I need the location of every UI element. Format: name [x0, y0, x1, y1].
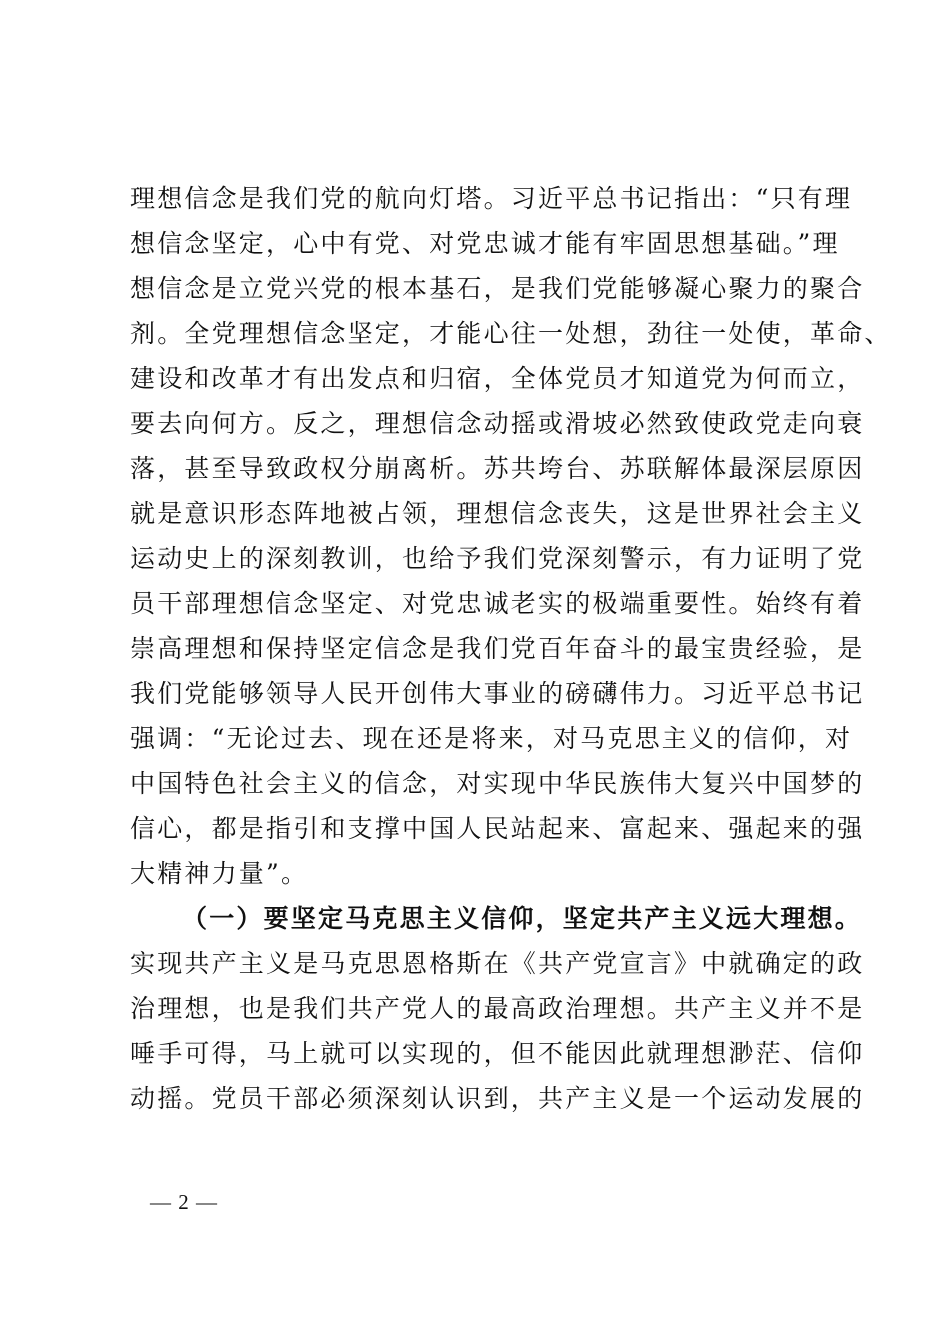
paragraph-line: 实现共产主义是马克思恩格斯在《共产党宣言》中就确定的政 [130, 949, 865, 978]
paragraph-line: 信心，都是指引和支撑中国人民站起来、富起来、强起来的强 [130, 814, 865, 843]
paragraph-line: 大精神力量”。 [130, 859, 309, 888]
section-heading: （一）要坚定马克思主义信仰，坚定共产主义远大理想。 [182, 904, 863, 933]
paragraph-line: 建设和改革才有出发点和归宿，全体党员才知道党为何而立， [130, 364, 865, 393]
paragraph-line: 要去向何方。反之，理想信念动摇或滑坡必然致使政党走向衰 [130, 409, 865, 438]
paragraph-line: 落，甚至导致政权分崩离析。苏共垮台、苏联解体最深层原因 [130, 454, 865, 483]
paragraph-line: 治理想，也是我们共产党人的最高政治理想。共产主义并不是 [130, 994, 865, 1023]
paragraph-line: 剂。全党理想信念坚定，才能心往一处想，劲往一处使，革命、 [130, 319, 892, 348]
paragraph-line: 我们党能够领导人民开创伟大事业的磅礴伟力。习近平总书记 [130, 679, 865, 708]
paragraph-line: 动摇。党员干部必须深刻认识到，共产主义是一个运动发展的 [130, 1084, 865, 1113]
paragraph-line: 崇高理想和保持坚定信念是我们党百年奋斗的最宝贵经验，是 [130, 634, 865, 663]
paragraph-line: 运动史上的深刻教训，也给予我们党深刻警示，有力证明了党 [130, 544, 865, 573]
paragraph-line: 中国特色社会主义的信念，对实现中华民族伟大复兴中国梦的 [130, 769, 865, 798]
paragraph-line: 就是意识形态阵地被占领，理想信念丧失，这是世界社会主义 [130, 499, 865, 528]
paragraph-line: 想信念坚定，心中有党、对党忠诚才能有牢固思想基础。”理 [130, 229, 840, 258]
paragraph-line: 想信念是立党兴党的根本基石，是我们党能够凝心聚力的聚合 [130, 274, 865, 303]
paragraph-line: 强调：“无论过去、现在还是将来，对马克思主义的信仰，对 [130, 724, 853, 753]
body-text [130, 176, 892, 1121]
paragraph-line: 理想信念是我们党的航向灯塔。习近平总书记指出：“只有理 [130, 184, 853, 213]
paragraph-line: 员干部理想信念坚定、对党忠诚老实的极端重要性。始终有着 [130, 589, 865, 618]
page-number: — 2 — [150, 1190, 218, 1214]
paragraph-line: 唾手可得，马上就可以实现的，但不能因此就理想渺茫、信仰 [130, 1039, 865, 1068]
